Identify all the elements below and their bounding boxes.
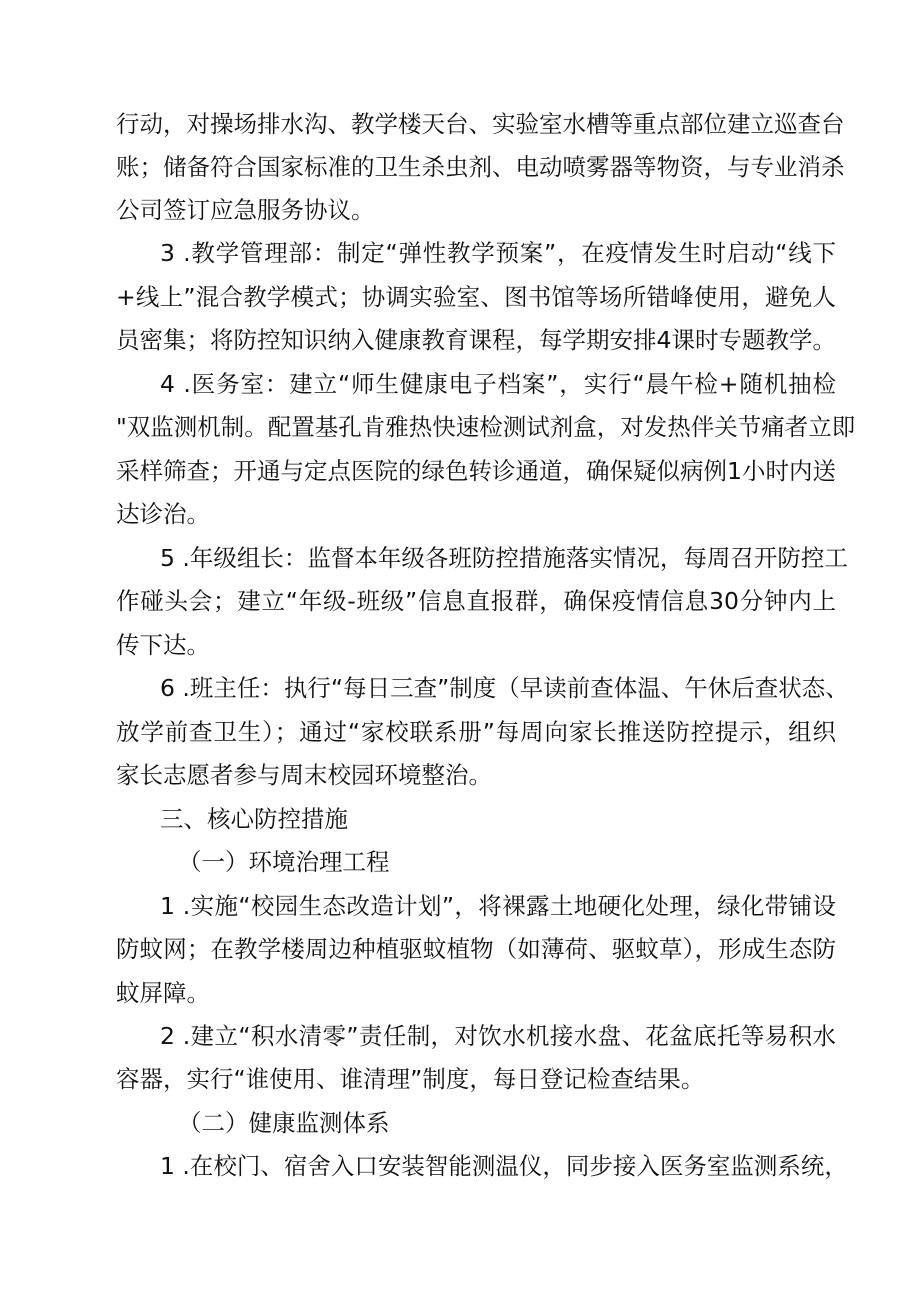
text-line: 达诊治。 xyxy=(116,500,210,528)
text-line: 行动，对操场排水沟、教学楼天台、实验室水槽等重点部位建立巡查台 xyxy=(116,110,845,138)
text-line: 作碰头会；建立“年级-班级”信息直报群，确保疫情信息30分钟内上 xyxy=(116,587,836,615)
text-line: 放学前查卫生）；通过“家校联系册”每周向家长推送防控提示，组织 xyxy=(116,718,836,746)
numbered-item-line: 5 .年级组长：监督本年级各班防控措施落实情况，每周召开防控工 xyxy=(160,544,848,572)
section-heading: 三、核心防控措施 xyxy=(160,805,348,833)
text-line: +线上”混合教学模式；协调实验室、图书馆等场所错峰使用，避免人 xyxy=(116,283,836,311)
numbered-item-line: 1 .在校门、宿舍入口安装智能测温仪，同步接入医务室监测系统， xyxy=(160,1152,848,1180)
text-line: 容器，实行“谁使用、谁清理”制度，每日登记检查结果。 xyxy=(116,1065,705,1093)
numbered-item-line: 2 .建立“积水清零”责任制，对饮水机接水盘、花盆底托等易积水 xyxy=(160,1022,836,1050)
numbered-item-line: 6 .班主任：执行“每日三查”制度（早读前查体温、午休后查状态、 xyxy=(160,674,849,702)
text-line: 防蚊网；在教学楼周边种植驱蚊植物（如薄荷、驱蚊草），形成生态防 xyxy=(116,935,836,963)
subsection-heading: （二）健康监测体系 xyxy=(178,1109,390,1137)
text-line: 公司签订应急服务协议。 xyxy=(116,196,375,224)
text-line: 家长志愿者参与周末校园环境整治。 xyxy=(116,761,492,789)
text-line: 传下达。 xyxy=(116,631,210,659)
text-line: "双监测机制。配置基孔肯雅热快速检测试剂盒，对发热伴关节痛者立即 xyxy=(116,413,856,441)
text-line: 员密集；将防控知识纳入健康教育课程，每学期安排4课时专题教学。 xyxy=(116,326,836,354)
text-line: 蚊屏障。 xyxy=(116,979,210,1007)
numbered-item-line: 1 .实施“校园生态改造计划”，将裸露土地硬化处理，绿化带铺设 xyxy=(160,892,836,920)
subsection-heading: （一）环境治理工程 xyxy=(178,848,390,876)
numbered-item-line: 3 .教学管理部：制定“弹性教学预案”，在疫情发生时启动“线下 xyxy=(160,239,836,267)
text-line: 采样筛查；开通与定点医院的绿色转诊通道，确保疑似病例1小时内送 xyxy=(116,457,836,485)
numbered-item-line: 4 .医务室：建立“师生健康电子档案”，实行“晨午检+随机抽检 xyxy=(160,370,836,398)
text-line: 账；储备符合国家标准的卫生杀虫剂、电动喷雾器等物资，与专业消杀 xyxy=(116,153,845,181)
